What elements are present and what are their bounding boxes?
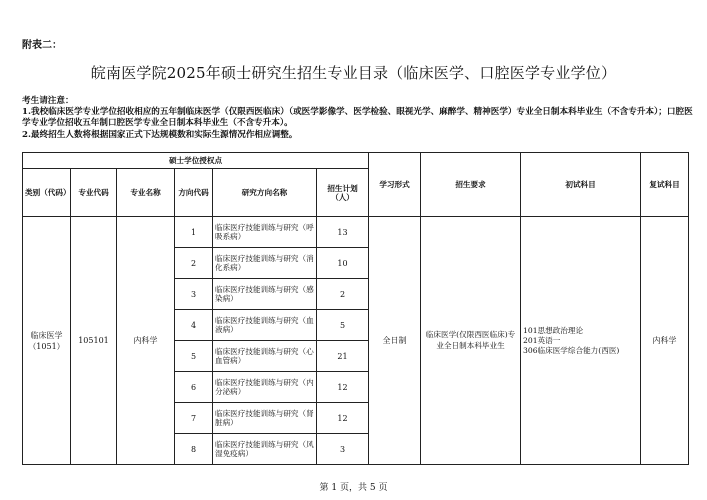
direction-code: 8: [175, 434, 213, 465]
direction-code: 2: [175, 248, 213, 279]
direction-code: 7: [175, 403, 213, 434]
col-plan: 招生计划（人）: [317, 169, 369, 217]
major-name-cell: 内科学: [117, 217, 175, 465]
note-line-1: 1.我校临床医学专业学位招收相应的五年制临床医学（仅限西医临床）（或医学影像学、医学检验、眼视光学、麻醉学、精神医学）专业全日制本科毕业生（不含专升本）；口腔医学专业学位招收五年制口腔医学专业全日制本科毕业生（不含专升本）。: [22, 107, 693, 129]
col-study-mode: 学习形式: [369, 153, 421, 217]
direction-name: 临床医疗技能训练与研究（血液病）: [213, 310, 317, 341]
direction-name: 临床医疗技能训练与研究（感染病）: [213, 279, 317, 310]
direction-code: 5: [175, 341, 213, 372]
direction-code: 3: [175, 279, 213, 310]
plan-count: 2: [317, 279, 369, 310]
col-major-code: 专业代码: [71, 169, 117, 217]
direction-name: 临床医疗技能训练与研究（心血管病）: [213, 341, 317, 372]
plan-count: 12: [317, 403, 369, 434]
col-major-name: 专业名称: [117, 169, 175, 217]
col-direction-code: 方向代码: [175, 169, 213, 217]
note-line-2: 2.最终招生人数将根据国家正式下达规模数和实际生源情况作相应调整。: [22, 129, 298, 140]
col-retest: 复试科目: [641, 153, 689, 217]
exam-subject: 101思想政治理论: [523, 325, 584, 335]
attachment-label: 附表二：: [22, 40, 62, 51]
notes-block: [22, 96, 694, 141]
plan-count: 5: [317, 310, 369, 341]
direction-code: 1: [175, 217, 213, 248]
notes-heading: 考生请注意：: [22, 96, 74, 106]
direction-name: 临床医疗技能训练与研究（消化系病）: [213, 248, 317, 279]
direction-name: 临床医疗技能训练与研究（风湿免疫病）: [213, 434, 317, 465]
col-category: 类别（代码）: [23, 169, 71, 217]
exam-subject: 201英语一: [523, 335, 561, 345]
table-row: [23, 217, 689, 248]
col-initial-exam: 初试科目: [521, 153, 641, 217]
direction-code: 4: [175, 310, 213, 341]
study-mode-cell: 全日制: [369, 217, 421, 465]
page-number: 第 1 页，共 5 页: [319, 483, 388, 493]
category-cell: 临床医学（1051）: [23, 217, 71, 465]
page-title: 皖南医学院2025年硕士研究生招生专业目录（临床医学、口腔医学专业学位）: [90, 64, 617, 82]
requirements-cell: 临床医学(仅限西医临床)专业全日制本科毕业生: [421, 217, 521, 465]
direction-name: 临床医疗技能训练与研究（肾脏病）: [213, 403, 317, 434]
initial-exam-cell: [521, 217, 641, 465]
direction-code: 6: [175, 372, 213, 403]
direction-name: 临床医疗技能训练与研究（呼吸系病）: [213, 217, 317, 248]
plan-count: 13: [317, 217, 369, 248]
col-requirements: 招生要求: [421, 153, 521, 217]
direction-name: 临床医疗技能训练与研究（内分泌病）: [213, 372, 317, 403]
group-header: 硕士学位授权点: [23, 153, 369, 169]
exam-subject: 306临床医学综合能力(西医): [523, 345, 620, 355]
major-code-cell: 105101: [71, 217, 117, 465]
plan-count: 3: [317, 434, 369, 465]
plan-count: 21: [317, 341, 369, 372]
retest-cell: 内科学: [641, 217, 689, 465]
catalog-table: [22, 152, 689, 465]
col-direction-name: 研究方向名称: [213, 169, 317, 217]
plan-count: 12: [317, 372, 369, 403]
plan-count: 10: [317, 248, 369, 279]
